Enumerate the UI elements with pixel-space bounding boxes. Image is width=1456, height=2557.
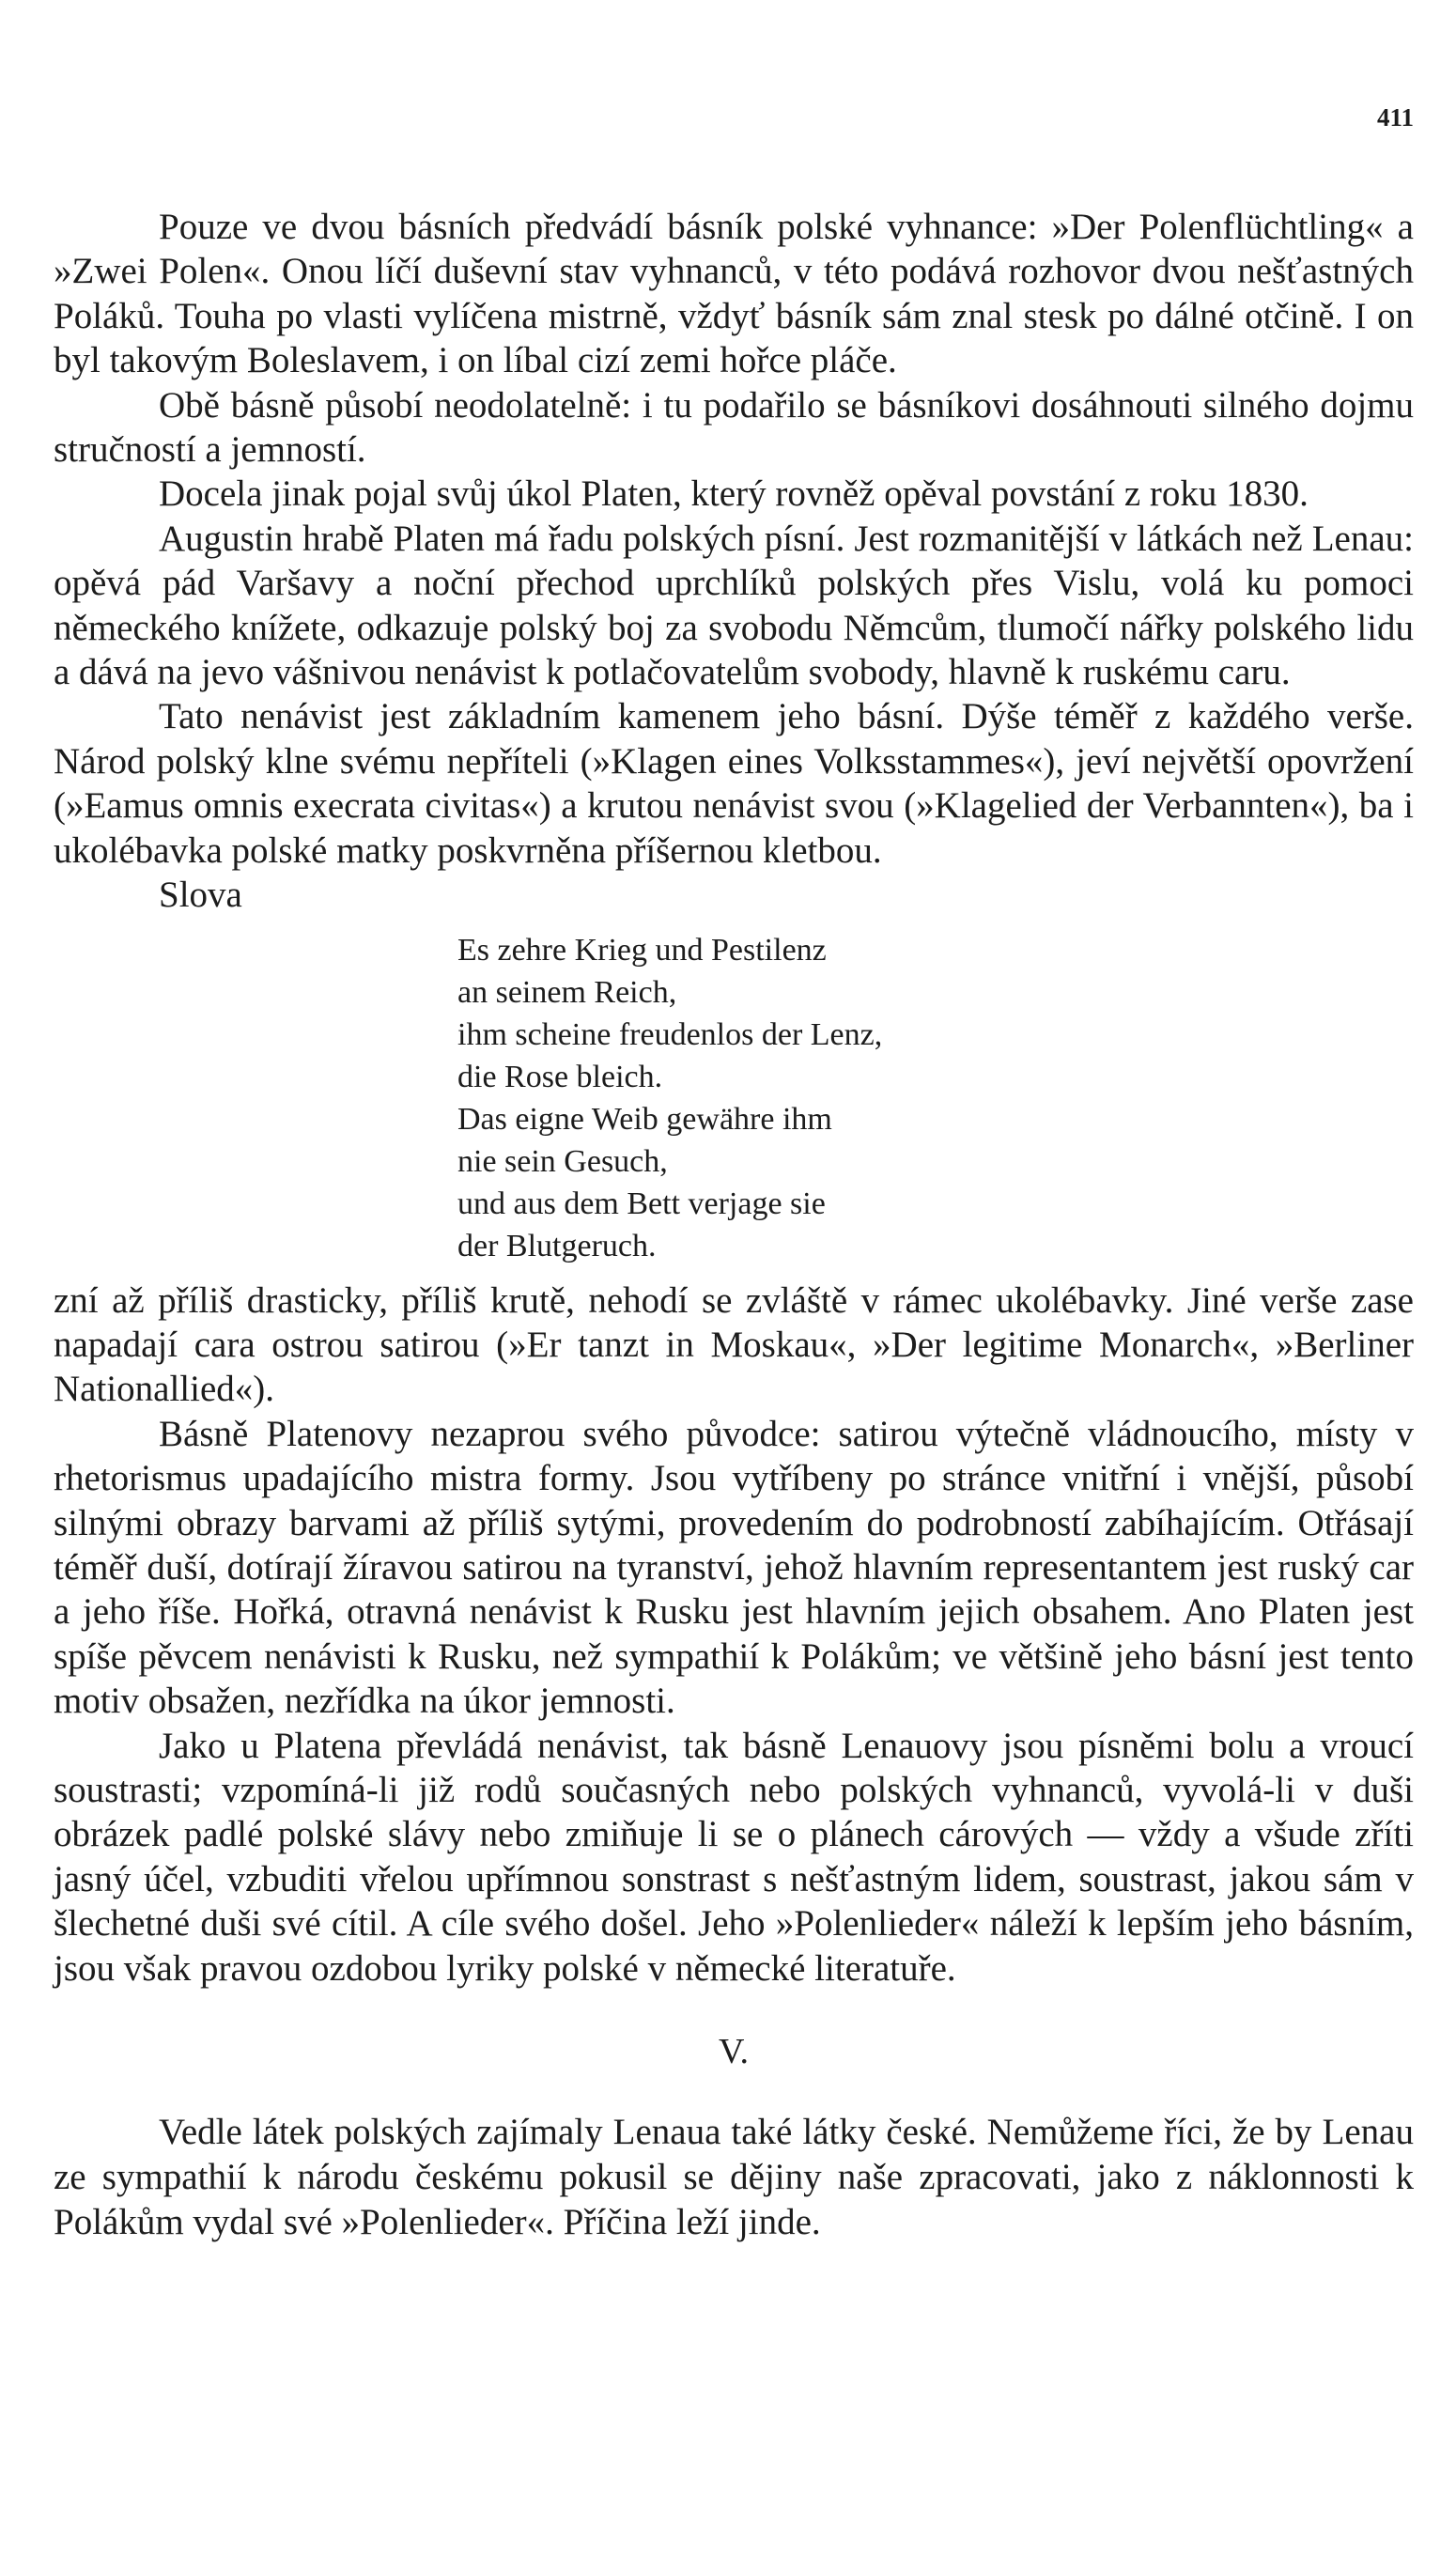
page-number: 411: [1376, 103, 1414, 132]
paragraph: Pouze ve dvou básních předvádí básník polské vyhnance: »Der Polenflüchtling« a »Zwei Polen«. Onou líčí duševní stav vyhnanců, v této podává rozhovor dvou nešťastných Poláků. Touha po vlasti vylíčena mistrně, vždyť básník sám znal stesk po dálné otčině. I on byl takovým Boleslavem, i on líbal cizí zemi hořce pláče.: [54, 207, 1414, 381]
poem-quote: [457, 929, 1414, 1267]
paragraph: Docela jinak pojal svůj úkol Platen, který rovněž opěval povstání z roku 1830.: [159, 473, 1309, 515]
poem-line: die Rose bleich.: [457, 1059, 663, 1094]
poem-line: ihm scheine freudenlos der Lenz,: [457, 1016, 883, 1052]
section-heading: V.: [718, 2032, 750, 2071]
paragraph: Básně Platenovy nezaprou svého původce: satirou výtečně vládnoucího, místy v rhetorismus upadajícího mistra formy. Jsou vytříbeny po stránce vnitřní i vnější, působí silnými obrazy barvami až příliš sytými, provedením do podrobností zabíhajícím. Otřásají téměř duší, dotírají žíravou satirou na tyranství, jehož hlavním representantem jest ruský car a jeho říše. Hořká, otravná nenávist k Rusku jest hlavním jejich obsahem. Ano Platen jest spíše pěvcem nenávisti k Rusku, než sympathií k Polákům; ve většině jeho básní jest tento motiv obsažen, nezřídka na úkor jemnosti.: [54, 1413, 1414, 1722]
poem-line: der Blutgeruch.: [457, 1228, 657, 1263]
poem-line: Das eigne Weib gewähre ihm: [457, 1101, 832, 1137]
paragraph: Vedle látek polských zajímaly Lenaua také látky české. Nemůžeme říci, že by Lenau ze sympathií k národu českému pokusil se dějiny naše zpracovati, jako z náklonnosti k Polákům vydal své »Polenlieder«. Příčina leží jinde.: [54, 2112, 1414, 2243]
after-poem-text: [54, 1278, 1414, 1991]
poem-line: nie sein Gesuch,: [457, 1143, 668, 1179]
paragraph: Obě básně působí neodolatelně: i tu podařilo se básníkovi dosáhnouti silného dojmu stručností a jemností.: [54, 384, 1414, 471]
section-text: [54, 2110, 1414, 2245]
paragraph: Augustin hrabě Platen má řadu polských písní. Jest rozmanitější v látkách než Lenau: opěvá pád Varšavy a noční přechod uprchlíků polských přes Vislu, volá ku pomoci německého knížete, odkazuje polský boj za svobodu Němcům, tlumočí nářky polského lidu a dává na jevo vášnivou nenávist k potlačovatelům svobody, hlavně k ruskému caru.: [54, 518, 1414, 693]
poem-line: an seinem Reich,: [457, 974, 677, 1010]
paragraph: Tato nenávist jest základním kamenem jeho básní. Dýše téměř z každého verše. Národ polský klne svému nepříteli (»Klagen eines Volksstammes«), jeví největší opovržení (»Eamus omnis execrata civitas«) a krutou nenávist svou (»Klagelied der Verbannten«), ba i ukolébavka polské matky poskvrněna příšernou kletbou.: [54, 696, 1414, 871]
poem-line: und aus dem Bett verjage sie: [457, 1186, 826, 1221]
poem-intro: Slova: [159, 875, 242, 916]
paragraph: Jako u Platena převládá nenávist, tak básně Lenauovy jsou písněmi bolu a vroucí soustrasti; vzpomíná-li již rodů současných nebo polských vyhnanců, vyvolá-li v duši obrázek padlé polské slávy nebo zmiňuje li se o plánech cárových — vždy a všude zříti jasný účel, vzbuditi vřelou upřímnou sonstrast s nešťastným lidem, soustrast, jakou sám v šlechetné duši své cítil. A cíle svého došel. Jeho »Polenlieder« náleží k lepším jeho básním, jsou však pravou ozdobou lyriky polské v německé literatuře.: [54, 1725, 1414, 1989]
body-text: [54, 205, 1414, 2245]
paragraph: zní až příliš drasticky, příliš krutě, nehodí se zvláště v rámec ukolébavky. Jiné verše zase napadají cara ostrou satirou (»Er tanzt in Moskau«, »Der legitime Monarch«, »Berliner Nationallied«).: [54, 1279, 1414, 1410]
poem-line: Es zehre Krieg und Pestilenz: [457, 932, 827, 968]
